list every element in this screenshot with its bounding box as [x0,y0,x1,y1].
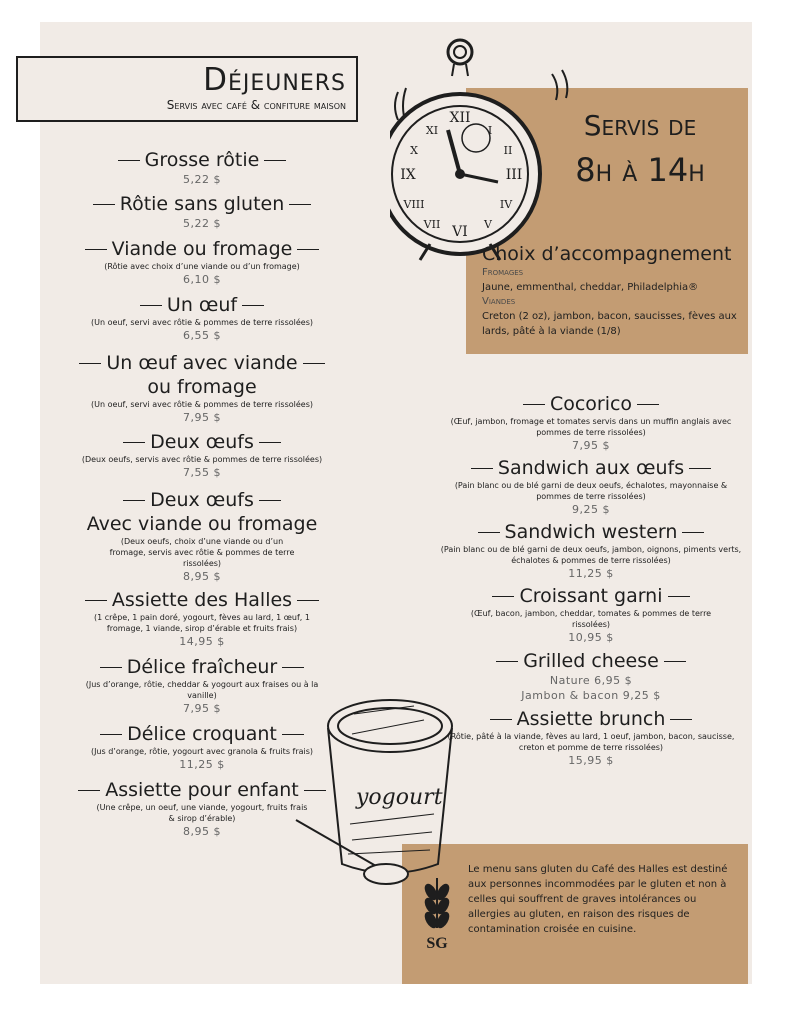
fromages-label: Fromages [482,267,524,278]
served-line-1: Servis de [583,109,697,142]
item-name: Un œuf avec viande [54,351,350,375]
item-name-line-2: ou fromage [147,376,257,398]
accompaniment-box [482,242,742,339]
item-description: (Jus d’orange, rôtie, yogourt avec granola & fruits frais) [90,747,314,756]
item-name: Sandwich aux œufs [438,456,744,480]
wheat-icon [412,874,462,954]
item-price: 8,95 $ [183,825,221,838]
svg-text:I: I [487,124,493,137]
item-price: 5,22 $ [183,217,221,230]
menu-item [438,649,744,703]
item-description: (Deux oeufs, choix d’une viande ou d’un fromage, servis avec rôtie & pommes de terre rissolées) [109,537,295,568]
item-name: Deux œufs [54,488,350,512]
item-name: Délice croquant [54,722,350,746]
svg-text:X: X [410,144,418,157]
item-name: Deux œufs [54,430,350,454]
item-description: (Rôtie, pâté à la viande, fèves au lard, 1 oeuf, jambon, bacon, saucisse, creton et pomme de terre rissolées) [447,732,735,752]
svg-text:XI: XI [425,124,439,137]
item-description: (Pain blanc ou de blé garni de deux oeufs, jambon, oignons, piments verts, échalotes & pommes de terre rissolées) [440,545,742,565]
menu-item [438,456,744,517]
served-line-2: 8h à 14h [575,151,705,189]
item-name-line-2: Avec viande ou fromage [86,513,318,535]
item-price: 6,10 $ [183,273,221,286]
svg-text:VI: VI [452,224,468,240]
item-name: Un œuf [54,293,350,317]
item-price: 10,95 $ [568,631,614,644]
menu-item [54,237,350,287]
menu-item [54,722,350,772]
item-description: (Œuf, bacon, jambon, cheddar, tomates & pommes de terre rissolées) [470,609,712,629]
svg-text:VII: VII [423,218,441,231]
item-price: Jambon & bacon 9,25 $ [521,689,661,702]
left-menu-column [54,148,350,839]
menu-subtitle: Servis avec café & confiture maison [166,98,346,112]
viandes-label: Viandes [482,296,516,307]
svg-text:IV: IV [499,198,513,211]
menu-item [54,430,350,480]
menu-item [54,351,350,425]
menu-item [54,588,350,649]
menu-item [54,488,350,584]
item-price: 15,95 $ [568,754,614,767]
item-description: (Pain blanc ou de blé garni de deux oeufs, échalotes, mayonnaise & pommes de terre rissolées) [454,481,728,501]
item-name: Viande ou fromage [54,237,350,261]
svg-text:III: III [505,167,523,183]
served-hours [560,104,720,192]
item-name: Grosse rôtie [54,148,350,172]
item-name: Délice fraîcheur [54,655,350,679]
menu-item [54,655,350,716]
item-description: (Une crêpe, un oeuf, une viande, yogourt, fruits frais & sirop d’érable) [96,803,308,823]
menu-item [54,148,350,187]
item-name: Croissant garni [438,584,744,608]
svg-text:SG: SG [426,935,448,952]
fromages-list: Jaune, emmenthal, cheddar, Philadelphia® [482,282,699,293]
item-price: 14,95 $ [179,635,225,648]
menu-item [54,293,350,343]
item-name: Assiette brunch [438,707,744,731]
item-name: Cocorico [438,392,744,416]
item-description: (Œuf, jambon, fromage et tomates servis dans un muffin anglais avec pommes de terre rissolées) [450,417,732,437]
menu-item [438,707,744,768]
item-price: 7,95 $ [572,439,610,452]
item-price: 11,25 $ [568,567,614,580]
gluten-note: Le menu sans gluten du Café des Halles est destiné aux personnes incommodées par le gluten et non à celles qui souffrent de graves intolérances ou allergies au gluten, en raison des risques de contamination croisée en cuisine. [468,864,728,935]
right-menu-column [438,392,744,768]
item-price: 11,25 $ [179,758,225,771]
item-name: Rôtie sans gluten [54,192,350,216]
accompaniment-title: Choix d’accompagnement [482,243,732,265]
item-price: Nature 6,95 $ [549,674,633,687]
item-price: 6,55 $ [183,329,221,342]
item-price: 7,95 $ [183,702,221,715]
svg-text:yogourt: yogourt [356,785,443,810]
menu-item [438,520,744,581]
item-price: 5,22 $ [183,173,221,186]
viandes-list: Creton (2 oz), jambon, bacon, saucisses, fèves aux lards, pâté à la viande (1/8) [482,311,737,337]
alarm-clock-icon [390,34,580,270]
item-description: (1 crêpe, 1 pain doré, yogourt, fèves au lard, 1 œuf, 1 fromage, 1 viande, sirop d’érable et fruits frais) [94,613,310,633]
menu-title: Déjeuners [203,62,346,98]
item-description: (Deux oeufs, servis avec rôtie & pommes de terre rissolées) [81,455,323,464]
item-description: (Rôtie avec choix d’une viande ou d’un fromage) [104,262,300,271]
svg-text:V: V [484,218,492,231]
svg-text:II: II [503,144,513,157]
item-name: Assiette pour enfant [54,778,350,802]
svg-text:VIII: VIII [403,198,425,211]
svg-text:IX: IX [400,167,416,183]
item-price: 7,55 $ [183,466,221,479]
item-description: (Un oeuf, servi avec rôtie & pommes de terre rissolées) [91,318,313,327]
svg-text:XII: XII [449,110,471,126]
item-price: 8,95 $ [183,570,221,583]
item-name: Sandwich western [438,520,744,544]
menu-item [438,392,744,453]
menu-title-box [16,56,358,122]
item-name: Grilled cheese [438,649,744,673]
item-description: (Un oeuf, servi avec rôtie & pommes de terre rissolées) [91,400,313,409]
item-name: Assiette des Halles [54,588,350,612]
item-price: 9,25 $ [572,503,610,516]
menu-item [438,584,744,645]
item-description: (Jus d’orange, rôtie, cheddar & yogourt aux fraises ou à la vanille) [85,680,319,700]
item-price: 7,95 $ [183,411,221,424]
menu-item [54,778,350,839]
menu-item [54,192,350,231]
